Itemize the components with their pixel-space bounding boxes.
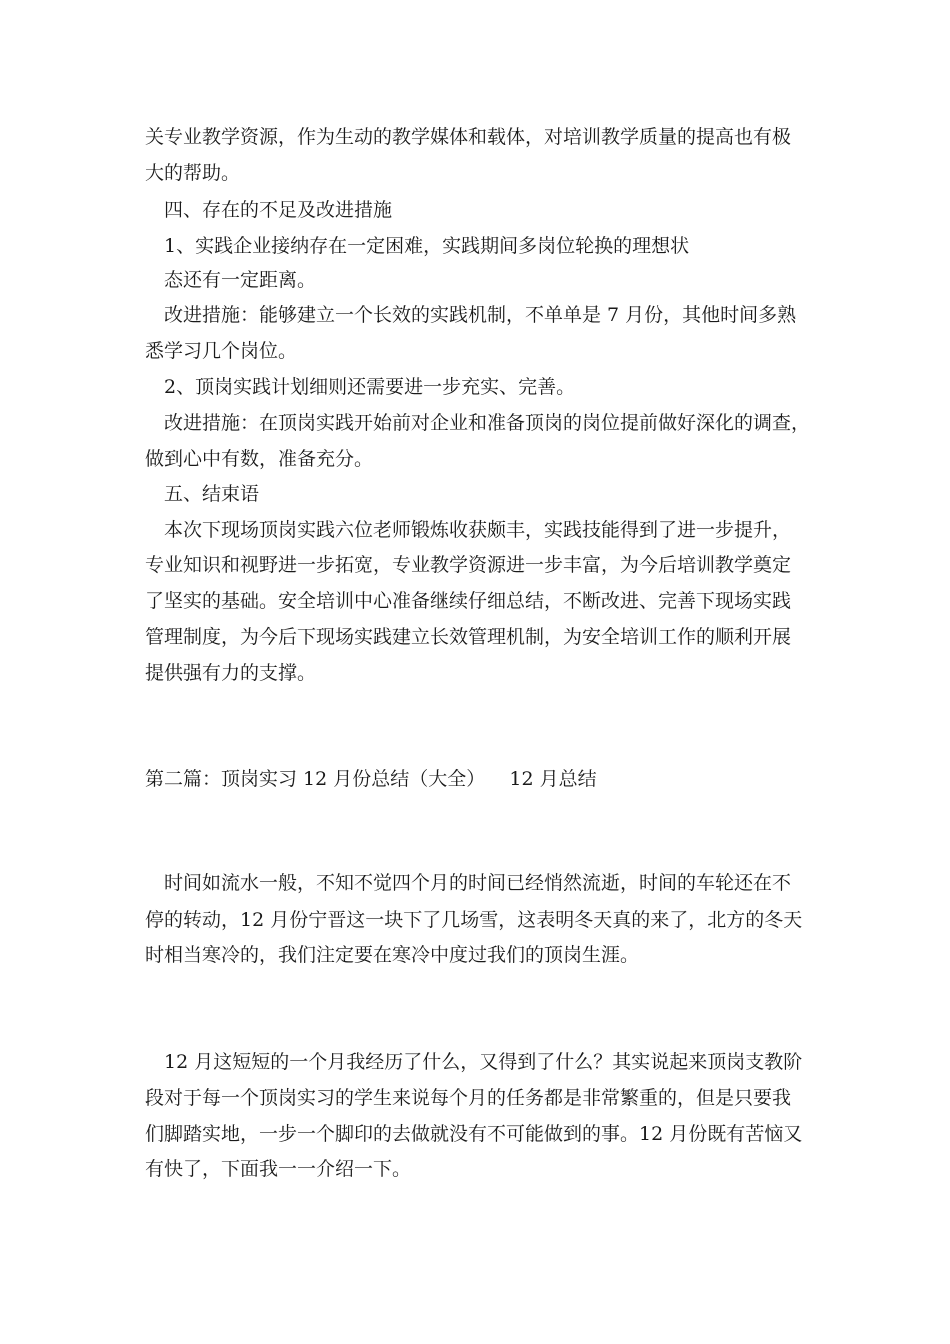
text-line: 停的转动，12 月份宁晋这一块下了几场雪，这表明冬天真的来了，北方的冬天	[145, 909, 803, 931]
text-line: 时间如流水一般，不知不觉四个月的时间已经悄然流逝，时间的车轮还在不	[164, 872, 792, 894]
text-line: 本次下现场顶岗实践六位老师锻炼收获颇丰，实践技能得到了进一步提升，	[164, 519, 792, 541]
section-heading: 四、存在的不足及改进措施	[164, 199, 393, 221]
section-heading: 五、结束语	[164, 483, 260, 505]
text-line: 提供强有力的支撑。	[145, 662, 317, 684]
text-line: 管理制度，为今后下现场实践建立长效管理机制，为安全培训工作的顺利开展	[145, 626, 792, 648]
text-line: 时相当寒冷的，我们注定要在寒冷中度过我们的顶岗生涯。	[145, 944, 640, 966]
text-line: 做到心中有数，准备充分。	[145, 448, 374, 470]
text-line: 改进措施：在顶岗实践开始前对企业和准备顶岗的岗位提前做好深化的调查，	[164, 412, 811, 434]
text-line: 专业知识和视野进一步拓宽，专业教学资源进一步丰富，为今后培训教学奠定	[145, 554, 792, 576]
text-line: 12 月这短短的一个月我经历了什么，又得到了什么？其实说起来顶岗支教阶	[164, 1051, 803, 1073]
text-line: 关专业教学资源，作为生动的教学媒体和载体，对培训教学质量的提高也有极	[145, 126, 792, 148]
article-title: 第二篇：顶岗实习 12 月份总结（大全） 12 月总结	[145, 768, 597, 790]
text-line: 1、实践企业接纳存在一定困难，实践期间多岗位轮换的理想状	[164, 235, 690, 257]
text-line: 段对于每一个顶岗实习的学生来说每个月的任务都是非常繁重的，但是只要我	[145, 1087, 792, 1109]
text-line: 大的帮助。	[145, 162, 241, 184]
text-line: 悉学习几个岗位。	[145, 340, 298, 362]
text-line: 有快了，下面我一一介绍一下。	[145, 1158, 412, 1180]
text-line: 改进措施：能够建立一个长效的实践机制，不单单是 7 月份，其他时间多熟	[164, 304, 797, 326]
text-line: 了坚实的基础。安全培训中心准备继续仔细总结，不断改进、完善下现场实践	[145, 590, 792, 612]
text-line: 态还有一定距离。	[164, 269, 317, 291]
text-line: 2、顶岗实践计划细则还需要进一步充实、完善。	[164, 376, 576, 398]
text-line: 们脚踏实地，一步一个脚印的去做就没有不可能做到的事。12 月份既有苦恼又	[145, 1123, 803, 1145]
